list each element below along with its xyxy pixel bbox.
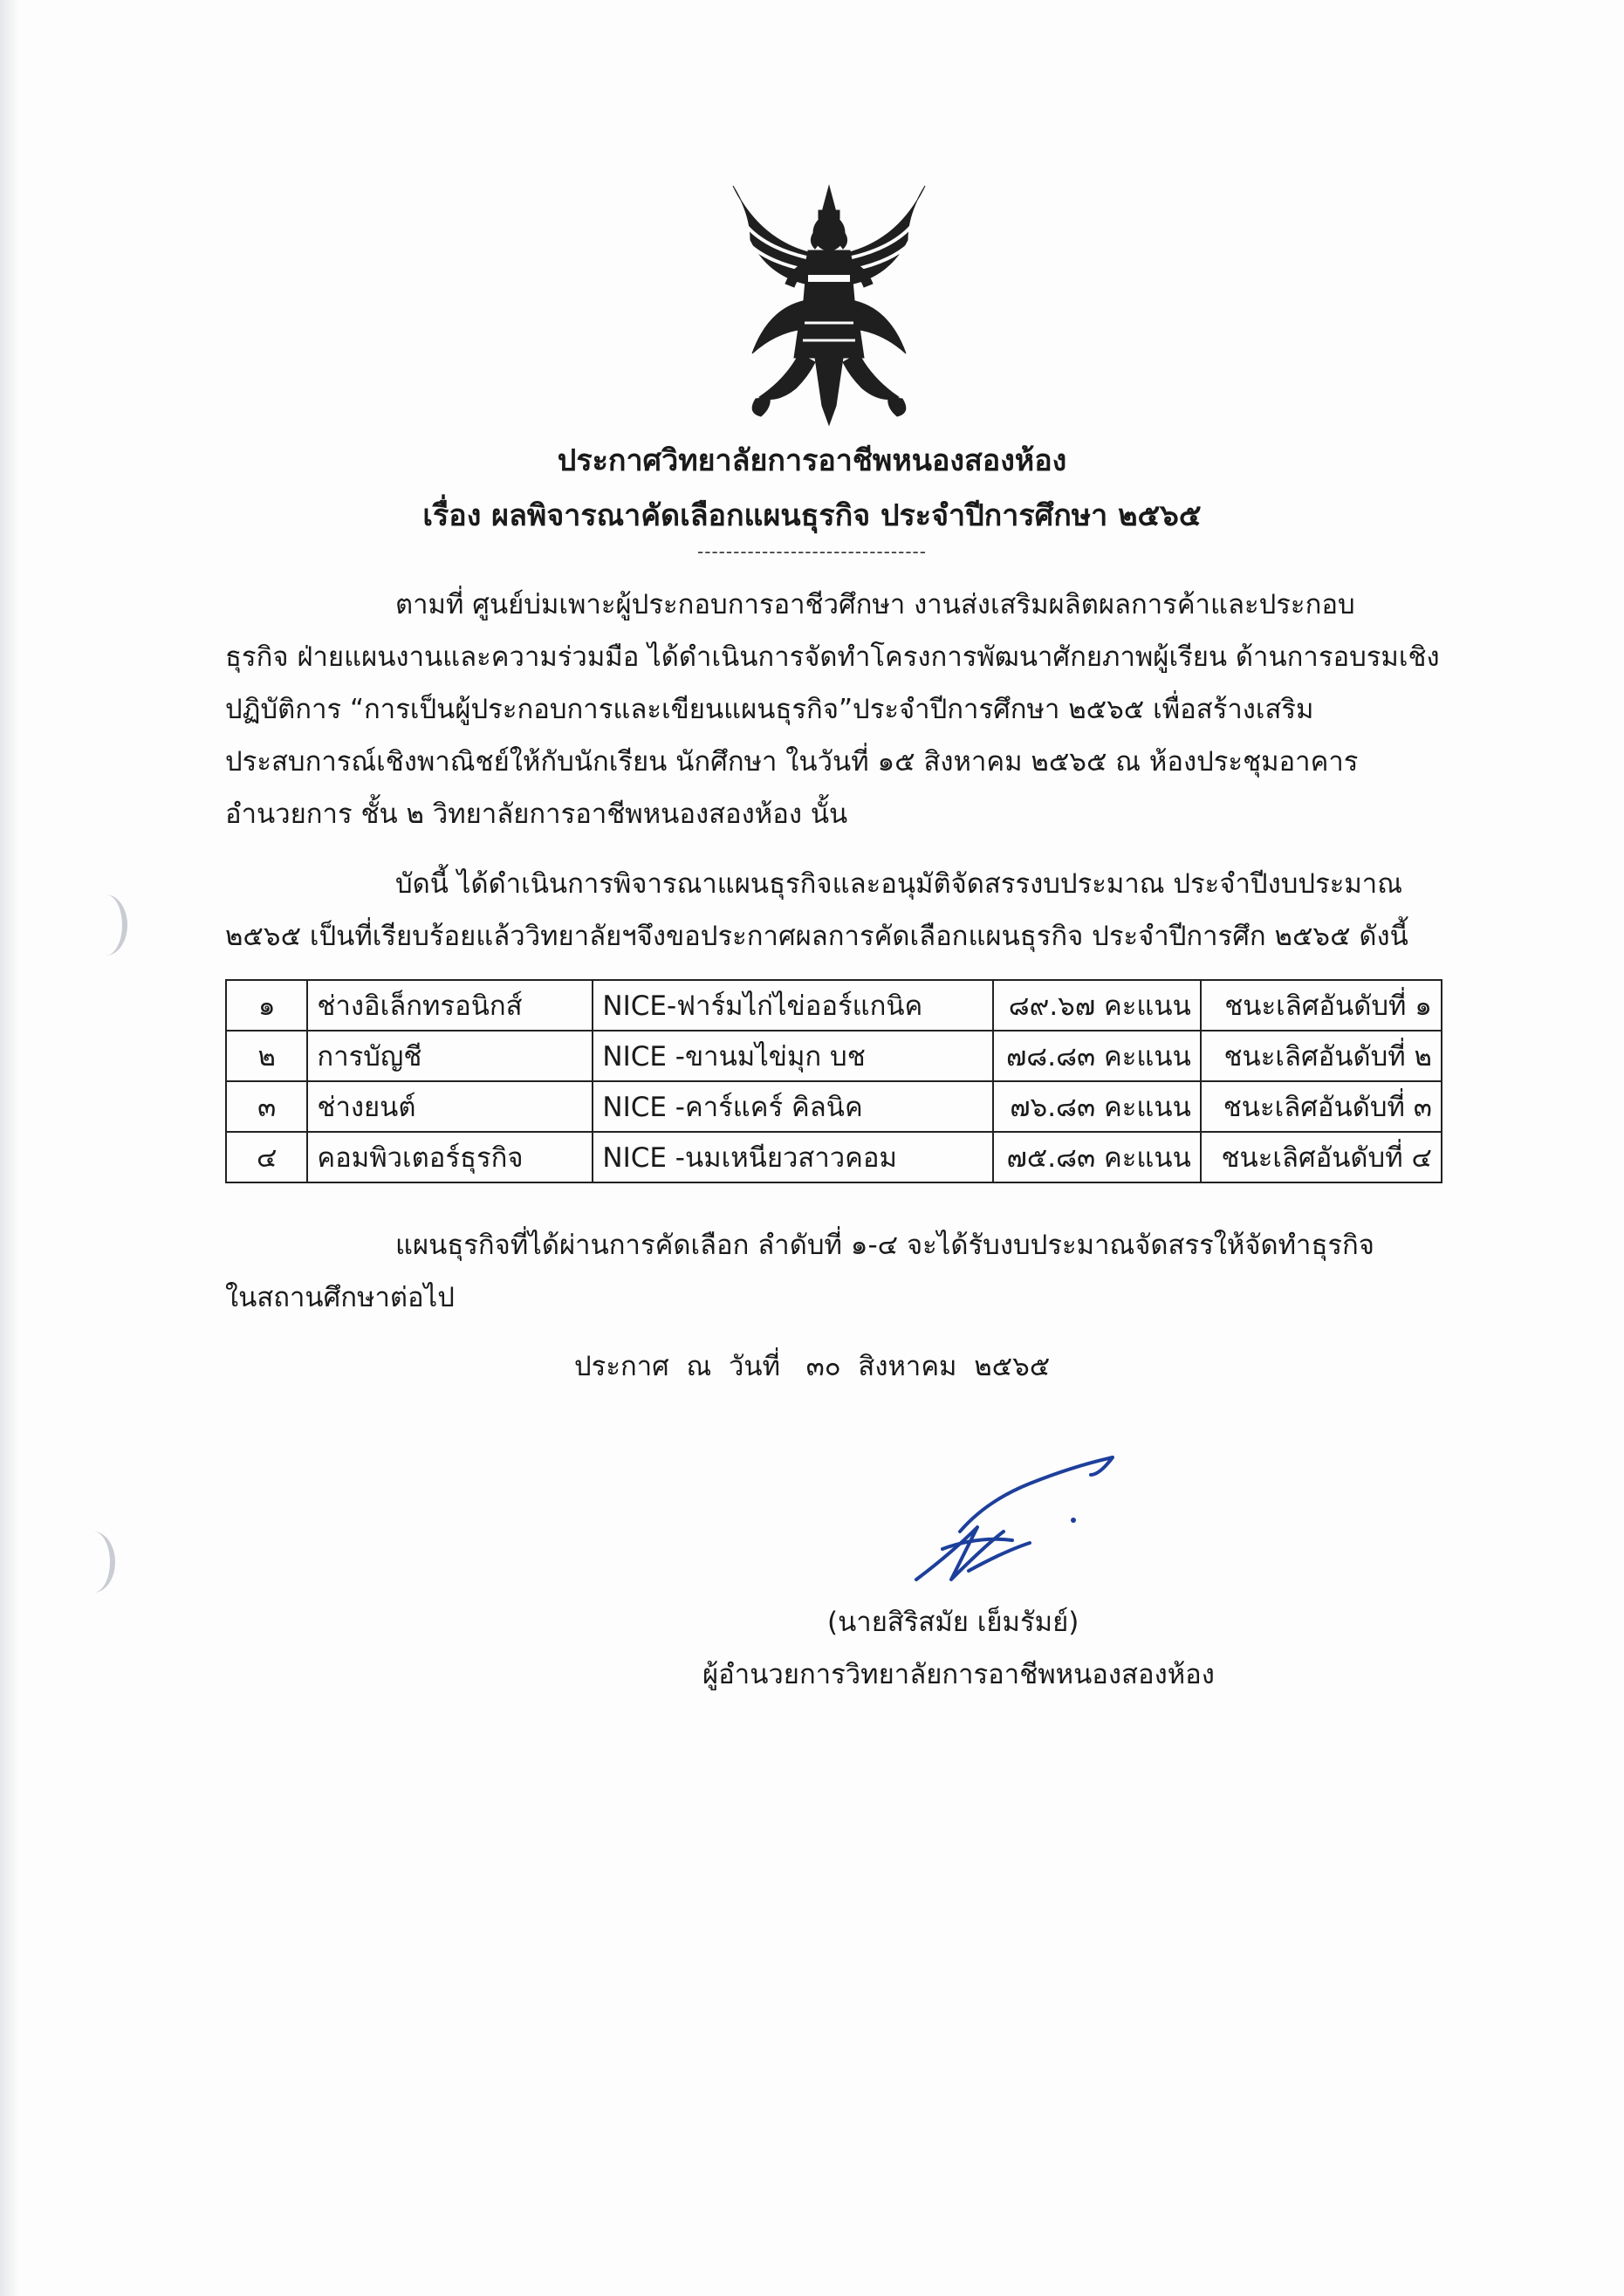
paragraph-line: ๒๕๖๕ เป็นที่เรียบร้อยแล้ววิทยาลัยฯจึงขอประกาศผลการคัดเลือกแผนธุรกิจ ประจำปีการศึก ๒๕๖๕ ดังนี้ <box>225 921 1408 952</box>
department-cell: การบัญชี <box>307 1031 593 1081</box>
paragraph-line: อำนวยการ ชั้น ๒ วิทยาลัยการอาชีพหนองสองห้อง นั้น <box>225 798 848 830</box>
rank-cell: ๑ <box>226 980 307 1031</box>
punch-hole-bottom <box>72 1532 115 1593</box>
table-row <box>226 1081 1442 1132</box>
score-cell: ๗๖.๘๓ คะแนน <box>993 1081 1200 1132</box>
award-cell: ชนะเลิศอันดับที่ ๓ <box>1201 1081 1442 1132</box>
table-row <box>226 980 1442 1031</box>
garuda-emblem-icon <box>724 179 934 432</box>
plan-name-cell: NICE -ขานมไข่มุก บช <box>593 1031 993 1081</box>
department-cell: คอมพิวเตอร์ธุรกิจ <box>307 1132 593 1182</box>
separator-line: -------------------------------- <box>697 541 927 562</box>
announce-date: ประกาศ ณ วันที่ ๓๐ สิงหาคม ๒๕๖๕ <box>574 1351 1051 1382</box>
plan-name-cell: NICE-ฟาร์มไก่ไข่ออร์แกนิค <box>593 980 993 1031</box>
plan-name-cell: NICE -นมเหนียวสาวคอม <box>593 1132 993 1182</box>
signer-name: (นายสิริสมัย เย็มรัมย์) <box>827 1607 1079 1638</box>
table-row <box>226 1132 1442 1182</box>
paragraph-line: ประสบการณ์เชิงพาณิชย์ให้กับนักเรียน นักศึกษา ในวันที่ ๑๕ สิงหาคม ๒๕๖๕ ณ ห้องประชุมอาคาร <box>225 746 1359 778</box>
paragraph-line: ตามที่ ศูนย์บ่มเพาะผู้ประกอบการอาชีวศึกษา งานส่งเสริมผลิตผลการค้าและประกอบ <box>395 589 1355 620</box>
award-cell: ชนะเลิศอันดับที่ ๒ <box>1201 1031 1442 1081</box>
paragraph-conclusion <box>225 1219 1438 1324</box>
rank-cell: ๔ <box>226 1132 307 1182</box>
paragraph-line: บัดนี้ ได้ดำเนินการพิจารณาแผนธุรกิจและอนุมัติจัดสรรงบประมาณ ประจำปีงบประมาณ <box>395 868 1402 900</box>
paragraph-line: ในสถานศึกษาต่อไป <box>225 1282 455 1313</box>
announcement-title: ประกาศวิทยาลัยการอาชีพหนองสองห้อง <box>557 443 1067 478</box>
score-cell: ๘๙.๖๗ คะแนน <box>993 980 1200 1031</box>
score-cell: ๗๘.๘๓ คะแนน <box>993 1031 1200 1081</box>
rank-cell: ๒ <box>226 1031 307 1081</box>
paragraph-line: แผนธุรกิจที่ได้ผ่านการคัดเลือก ลำดับที่ ๑-๔ จะได้รับงบประมาณจัดสรรให้จัดทำธุรกิจ <box>395 1230 1374 1261</box>
table-row <box>226 1031 1442 1081</box>
award-cell: ชนะเลิศอันดับที่ ๔ <box>1201 1132 1442 1182</box>
award-cell: ชนะเลิศอันดับที่ ๑ <box>1201 980 1442 1031</box>
handwritten-signature <box>899 1449 1126 1597</box>
punch-hole-top <box>84 894 127 956</box>
paragraph-result-intro <box>225 858 1438 963</box>
department-cell: ช่างยนต์ <box>307 1081 593 1132</box>
score-cell: ๗๕.๘๓ คะแนน <box>993 1132 1200 1182</box>
signer-position: ผู้อำนวยการวิทยาลัยการอาชีพหนองสองห้อง <box>702 1659 1215 1690</box>
announcement-subject: เรื่อง ผลพิจารณาคัดเลือกแผนธุรกิจ ประจำปีการศึกษา ๒๕๖๕ <box>422 498 1202 533</box>
plan-name-cell: NICE -คาร์แคร์ คิลนิค <box>593 1081 993 1132</box>
department-cell: ช่างอิเล็กทรอนิกส์ <box>307 980 593 1031</box>
paragraph-line: ปฏิบัติการ “การเป็นผู้ประกอบการและเขียนแผนธุรกิจ”ประจำปีการศึกษา ๒๕๖๕ เพื่อสร้างเสริม <box>225 694 1314 725</box>
page-edge-shadow <box>0 0 19 2296</box>
paragraph-intro <box>225 579 1438 840</box>
rank-cell: ๓ <box>226 1081 307 1132</box>
paragraph-line: ธุรกิจ ฝ่ายแผนงานและความร่วมมือ ได้ดำเนินการจัดทำโครงการพัฒนาศักยภาพผู้เรียน ด้านการอบรมเชิง <box>225 641 1440 673</box>
results-table <box>225 979 1442 1183</box>
